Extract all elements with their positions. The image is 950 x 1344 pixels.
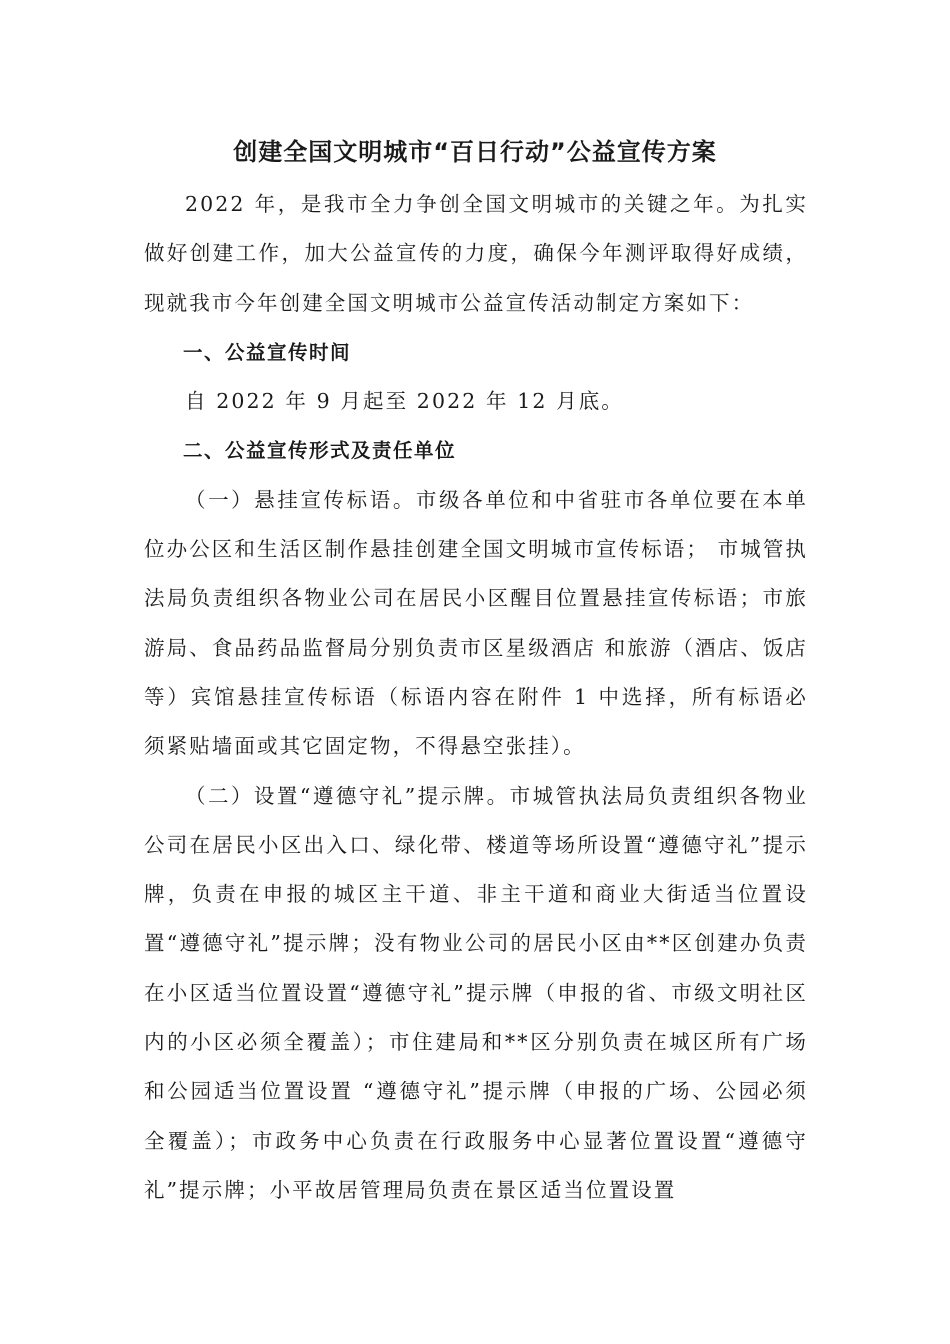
section-2-heading: 二、公益宣传形式及责任单位 <box>183 439 457 463</box>
section-2-paragraph-1: （一）悬挂宣传标语。市级各单位和中省驻市各单位要在本单位办公区和生活区制作悬挂创建全国文明城市宣传标语； 市城管执法局负责组织各物业公司在居民小区醒目位置悬挂宣传标语；市旅游局、食品药品监督局分别负责市区星级酒店 和旅游（酒店、饭店等）宾馆悬挂宣传标语（标语内容在附件 1 中选择，所有标语必须紧贴墙面或其它固定物，不得悬空张挂）。 <box>144 487 809 759</box>
section-1-text: 自 2022 年 9 月起至 2022 年 12 月底。 <box>185 389 624 414</box>
section-2-paragraph-2: （二）设置“遵德守礼”提示牌。市城管执法局负责组织各物业公司在居民小区出入口、绿化带、楼道等场所设置“遵德守礼”提示牌，负责在申报的城区主干道、非主干道和商业大街适当位置设置“遵德守礼”提示牌；没有物业公司的居民小区由**区创建办负责在小区适当位置设置“遵德守礼”提示牌（申报的省、市级文明社区内的小区必须全覆盖）；市住建局和**区分别负责在城区所有广场和公园适当位置设置 “遵德守礼”提示牌（申报的广场、公园必须全覆盖）；市政务中心负责在行政服务中心显著位置设置“遵德守礼”提示牌；小平故居管理局负责在景区适当位置设置 <box>144 783 808 1202</box>
section-1-heading: 一、公益宣传时间 <box>183 340 352 364</box>
document-body <box>144 180 808 1215</box>
document-title: 创建全国文明城市“百日行动”公益宣传方案 <box>233 138 717 166</box>
intro-paragraph: 2022 年，是我市全力争创全国文明城市的关键之年。为扎实做好创建工作，加大公益宣传的力度，确保今年测评取得好成绩，现就我市今年创建全国文明城市公益宣传活动制定方案如下： <box>144 192 808 315</box>
